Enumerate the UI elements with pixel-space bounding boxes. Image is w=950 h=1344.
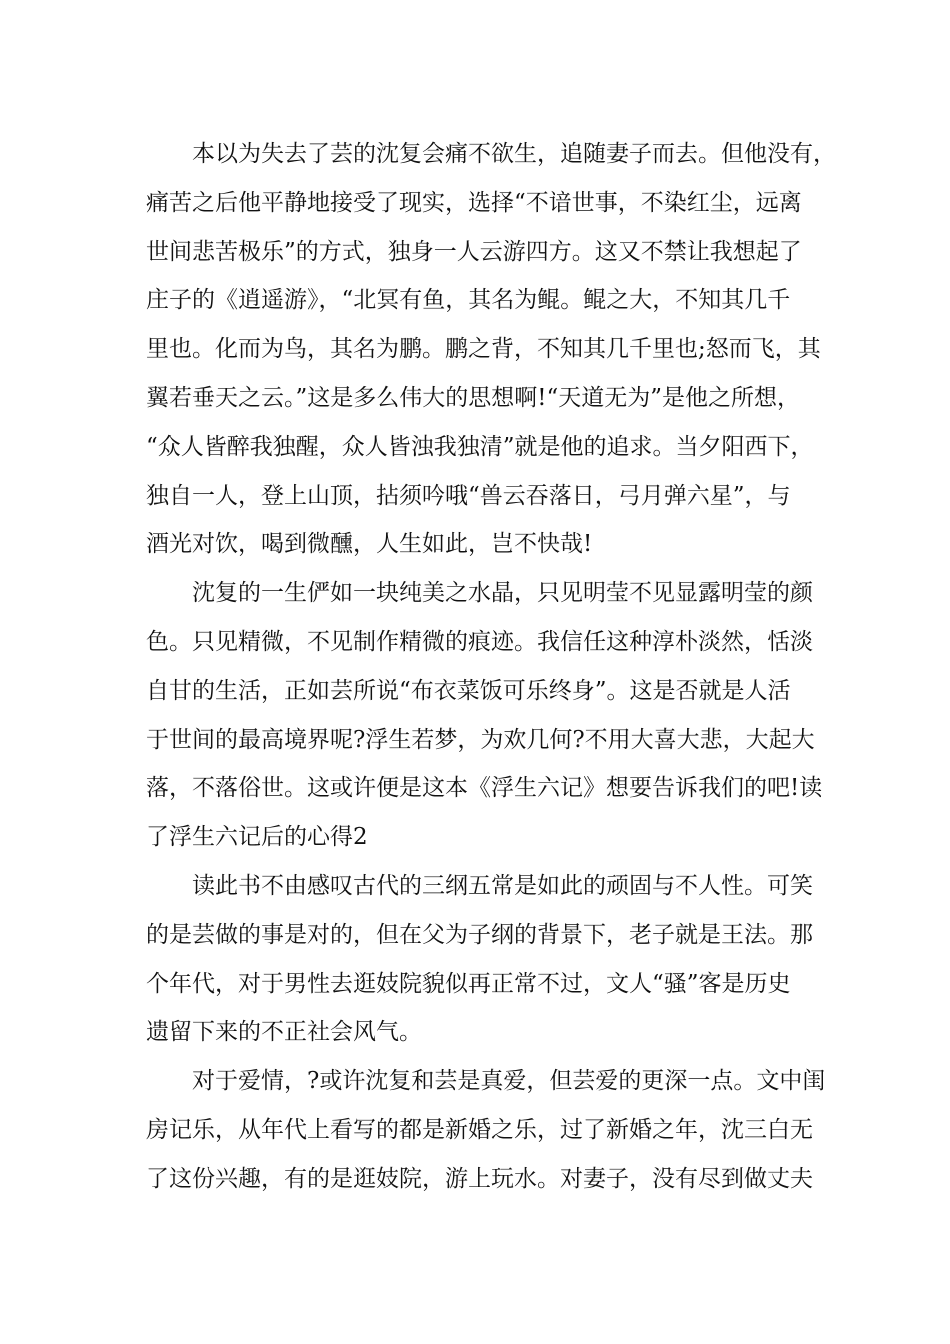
text-line: 个年代，对于男性去逛妓院貌似再正常不过，文人“骚”客是历史 xyxy=(146,970,791,997)
text-line: 酒光对饮，喝到微醺，人生如此，岂不快哉! xyxy=(146,531,593,558)
text-line: 翼若垂天之云。”这是多么伟大的思想啊!“天道无为”是他之所想， xyxy=(146,384,801,411)
text-line: 对于爱情，?或许沈复和芸是真爱，但芸爱的更深一点。文中闺 xyxy=(192,1068,826,1095)
text-line: 沈复的一生俨如一块纯美之水晶，只见明莹不见显露明莹的颜 xyxy=(192,580,813,607)
text-line: 自甘的生活，正如芸所说“布衣菜饭可乐终身”。这是否就是人活 xyxy=(146,677,791,704)
text-line: “众人皆醉我独醒，众人皆浊我独清”就是他的追求。当夕阳西下， xyxy=(146,433,814,460)
text-line: 里也。化而为鸟，其名为鹏。鹏之背，不知其几千里也;怒而飞，其 xyxy=(146,336,821,363)
text-line: 庄子的《逍遥游》，“北冥有鱼，其名为鲲。鲲之大，不知其几千 xyxy=(146,287,791,314)
text-line: 读此书不由感叹古代的三纲五常是如此的顽固与不人性。可笑 xyxy=(192,872,813,899)
text-line: 痛苦之后他平静地接受了现实，选择“不谙世事，不染红尘，远离 xyxy=(146,189,802,216)
text-line: 于世间的最高境界呢?浮生若梦，为欢几何?不用大喜大悲，大起大 xyxy=(146,726,815,753)
section-heading: 了浮生六记后的心得2 xyxy=(146,824,368,851)
text-line: 了这份兴趣，有的是逛妓院，游上玩水。对妻子，没有尽到做丈夫 xyxy=(146,1165,813,1192)
text-line: 世间悲苦极乐”的方式，独身一人云游四方。这又不禁让我想起了 xyxy=(146,238,802,265)
text-line: 遗留下来的不正社会风气。 xyxy=(146,1019,422,1046)
text-line: 独自一人，登上山顶，拈须吟哦“兽云吞落日，弓月弹六星”，与 xyxy=(146,482,791,509)
text-line: 色。只见精微，不见制作精微的痕迹。我信任这种淳朴淡然，恬淡 xyxy=(146,628,813,655)
text-line: 房记乐，从年代上看写的都是新婚之乐，过了新婚之年，沈三白无 xyxy=(146,1116,813,1143)
body-text xyxy=(146,130,836,1204)
text-line: 的是芸做的事是对的，但在父为子纲的背景下，老子就是王法。那 xyxy=(146,921,813,948)
text-line: 本以为失去了芸的沈复会痛不欲生，追随妻子而去。但他没有， xyxy=(192,141,836,167)
text-line: 落，不落俗世。这或许便是这本《浮生六记》想要告诉我们的吧!读 xyxy=(146,775,823,802)
